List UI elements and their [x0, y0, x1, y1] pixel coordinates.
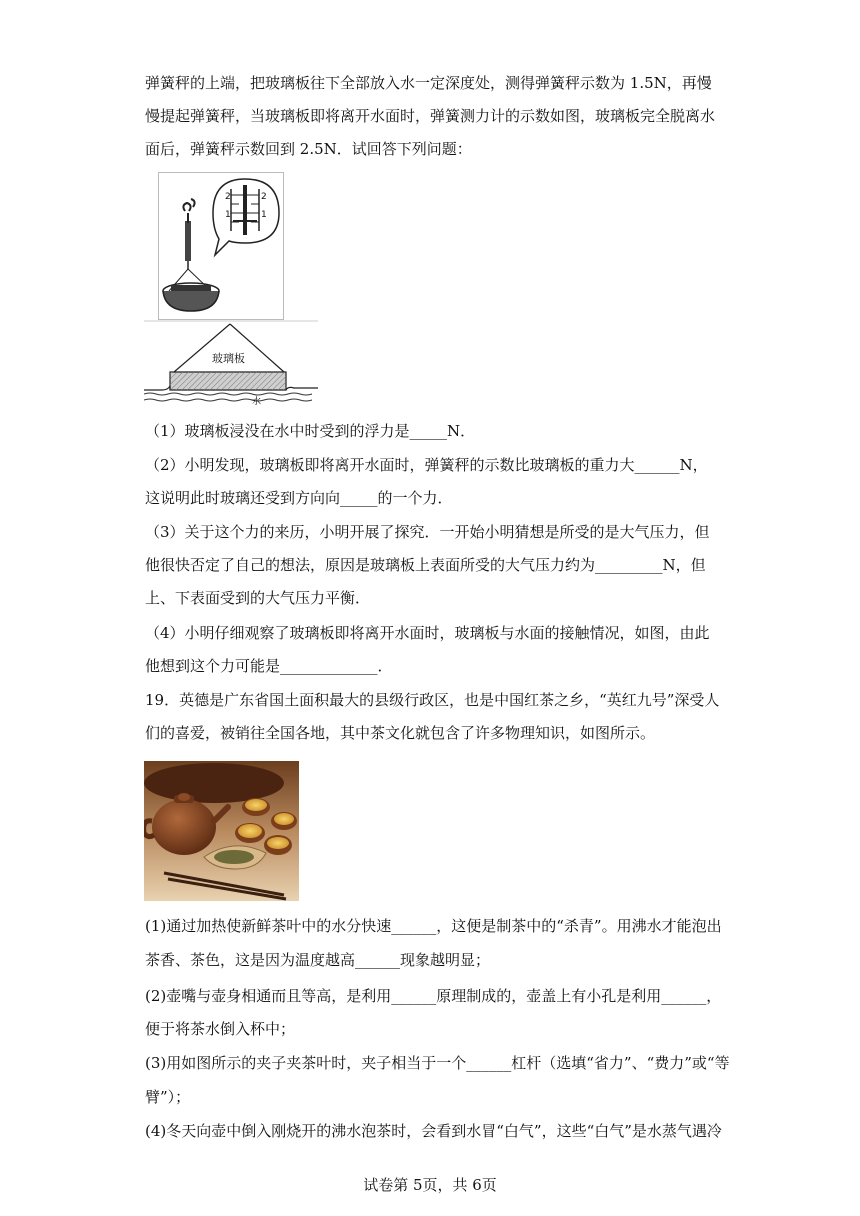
- q18-part2-line1: （2）小明发现，玻璃板即将离开水面时，弹簧秤的示数比玻璃板的重力大______N，: [145, 456, 708, 474]
- scale-right-top: 2: [261, 192, 267, 202]
- intro-line-1: 弹簧秤的上端，把玻璃板往下全部放入水一定深度处，测得弹簧秤示数为 1.5N，再慢: [145, 74, 712, 92]
- q19-intro-line2: 们的喜爱，被销往全国各地，其中茶文化就包含了许多物理知识，如图所示。: [145, 724, 656, 742]
- q18-part3-line3: 上、下表面受到的大气压力平衡．: [145, 589, 371, 607]
- q19-part1-line2: 茶香、茶色，这是因为温度越高______现象越明显；: [145, 951, 491, 969]
- intro-line-2: 慢提起弹簧秤，当玻璃板即将离开水面时，弹簧测力计的示数如图，玻璃板完全脱离水: [145, 107, 716, 125]
- q19-part2-line2: 便于将茶水倒入杯中；: [145, 1020, 296, 1038]
- q18-part2-line2: 这说明此时玻璃还受到方向向_____的一个力．: [145, 489, 453, 507]
- glass-plate-illustration: [144, 320, 318, 406]
- q19-part1-line1: (1)通过加热使新鲜茶叶中的水分快速______，这便是制茶中的“杀青”。用沸水才能泡出: [145, 917, 722, 935]
- tea-set-illustration: [144, 761, 299, 901]
- glass-plate-figure: [144, 320, 318, 406]
- scale-left-top: 2: [225, 192, 231, 202]
- page-footer: 试卷第 5页，共 6页: [363, 1176, 497, 1194]
- q18-part4-line1: （4）小明仔细观察了玻璃板即将离开水面时，玻璃板与水面的接触情况，如图，由此: [145, 624, 710, 642]
- spring-scale-figure: [158, 172, 284, 320]
- q19-intro-line1: 19．英德是广东省国土面积最大的县级行政区，也是中国红茶之乡，“英红九号”深受人: [145, 691, 720, 709]
- spring-scale-illustration: [159, 173, 283, 319]
- tea-set-photo: [144, 761, 299, 901]
- q19-part3-line2: 臂”）；: [145, 1088, 191, 1106]
- water-label: 水: [252, 397, 262, 406]
- glass-plate-label: 玻璃板: [212, 352, 245, 365]
- q18-part4-line2: 他想到这个力可能是_____________．: [145, 657, 393, 675]
- scale-right-bottom: 1: [261, 210, 267, 220]
- q18-part1: （1）玻璃板浸没在水中时受到的浮力是_____N．: [145, 422, 476, 440]
- q19-part2-line1: (2)壶嘴与壶身相通而且等高，是利用______原理制成的，壶盖上有小孔是利用______，: [145, 987, 722, 1005]
- intro-line-3: 面后，弹簧秤示数回到 2.5N．试回答下列问题：: [145, 140, 472, 158]
- scale-left-bottom: 1: [225, 210, 231, 220]
- q19-part3-line1: (3)用如图所示的夹子夹茶叶时，夹子相当于一个______杠杆（选填“省力”、“费力”或“等: [145, 1054, 730, 1072]
- q18-part3-line1: （3）关于这个力的来历，小明开展了探究．一开始小明猜想是所受的是大气压力，但: [145, 523, 710, 541]
- q18-part3-line2: 他很快否定了自己的想法，原因是玻璃板上表面所受的大气压力约为_________N，但: [145, 556, 706, 574]
- q19-part4-line1: (4)冬天向壶中倒入刚烧开的沸水泡茶时，会看到水冒“白气”，这些“白气”是水蒸气遇冷: [145, 1122, 722, 1140]
